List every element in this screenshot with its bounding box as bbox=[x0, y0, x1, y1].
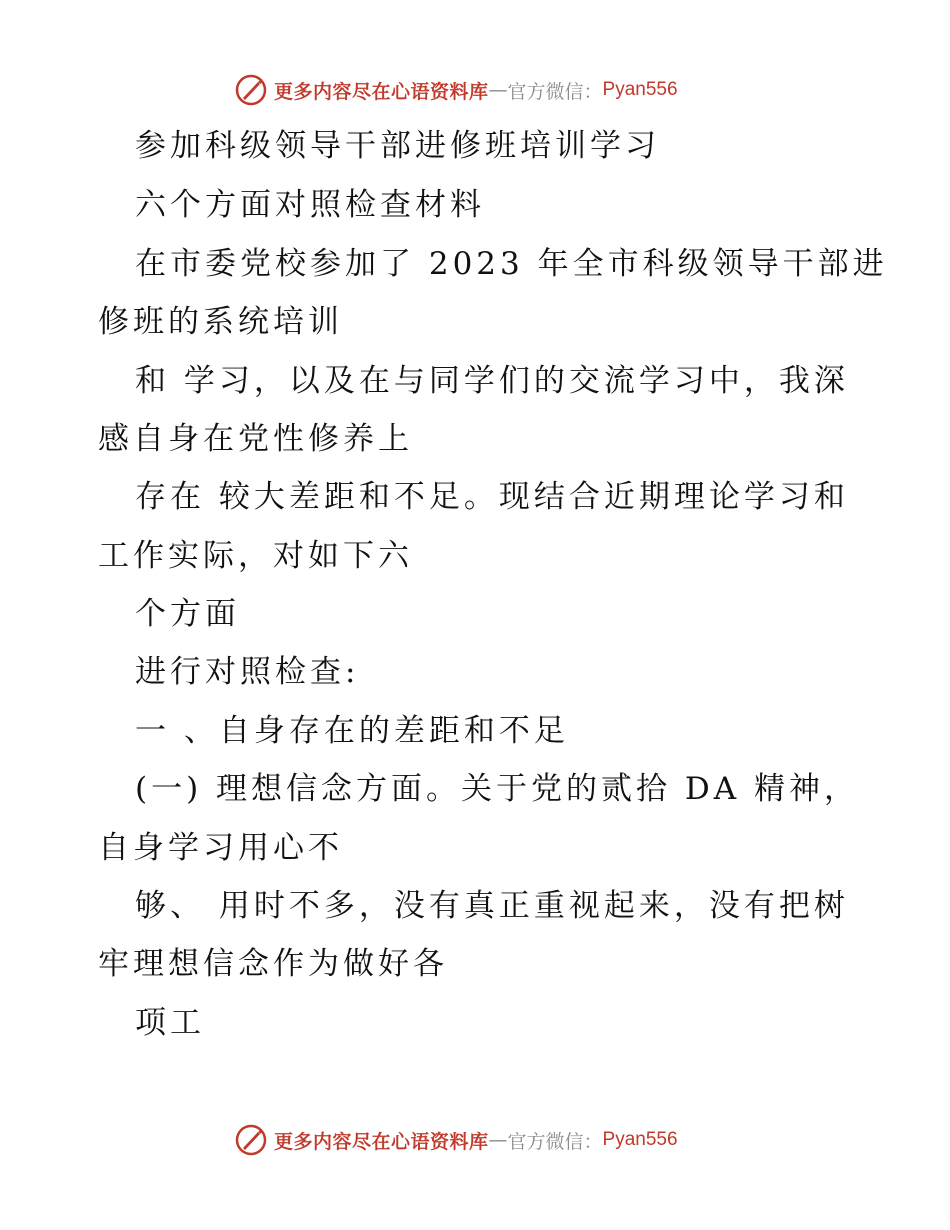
quill-logo-icon bbox=[234, 73, 268, 107]
paragraph-line: 在市委党校参加了 2023 年全市科级领导干部进 bbox=[135, 246, 888, 282]
watermark-account-id: Pyan556 bbox=[602, 1129, 678, 1150]
watermark-dash: — bbox=[488, 79, 508, 101]
watermark-account-label: 官方微信： bbox=[507, 1130, 603, 1153]
section-heading: 一 、自身存在的差距和不足 bbox=[135, 713, 569, 749]
watermark-brand: 更多内容尽在心语资料库 bbox=[274, 1130, 489, 1153]
paragraph-line: 存在 较大差距和不足。现结合近期理论学习和 bbox=[135, 479, 849, 515]
header-watermark bbox=[234, 72, 754, 108]
paragraph-line: 修班的系统培训 bbox=[98, 304, 343, 340]
paragraph-line: 个方面 bbox=[135, 596, 240, 632]
paragraph-line: 项工 bbox=[135, 1005, 205, 1041]
paragraph-line: (一) 理想信念方面。关于党的贰拾 DA 精神， bbox=[135, 771, 859, 807]
title-line-1: 参加科级领导干部进修班培训学习 bbox=[135, 128, 660, 164]
paragraph-line: 工作实际，对如下六 bbox=[98, 538, 413, 574]
footer-watermark bbox=[234, 1122, 754, 1158]
watermark-brand: 更多内容尽在心语资料库 bbox=[274, 80, 489, 103]
paragraph-line: 牢理想信念作为做好各 bbox=[98, 946, 448, 982]
paragraph-line: 进行对照检查: bbox=[135, 654, 360, 690]
quill-logo-icon bbox=[234, 1123, 268, 1157]
paragraph-line: 和 学习，以及在与同学们的交流学习中，我深 bbox=[135, 363, 849, 399]
paragraph-line: 够、 用时不多，没有真正重视起来，没有把树 bbox=[135, 888, 849, 924]
paragraph-line: 自身学习用心不 bbox=[98, 830, 343, 866]
paragraph-line: 感自身在党性修养上 bbox=[98, 421, 413, 457]
watermark-account-label: 官方微信： bbox=[507, 80, 603, 103]
watermark-dash: — bbox=[488, 1129, 508, 1151]
title-line-2: 六个方面对照检查材料 bbox=[135, 187, 485, 223]
watermark-account-id: Pyan556 bbox=[602, 79, 678, 100]
